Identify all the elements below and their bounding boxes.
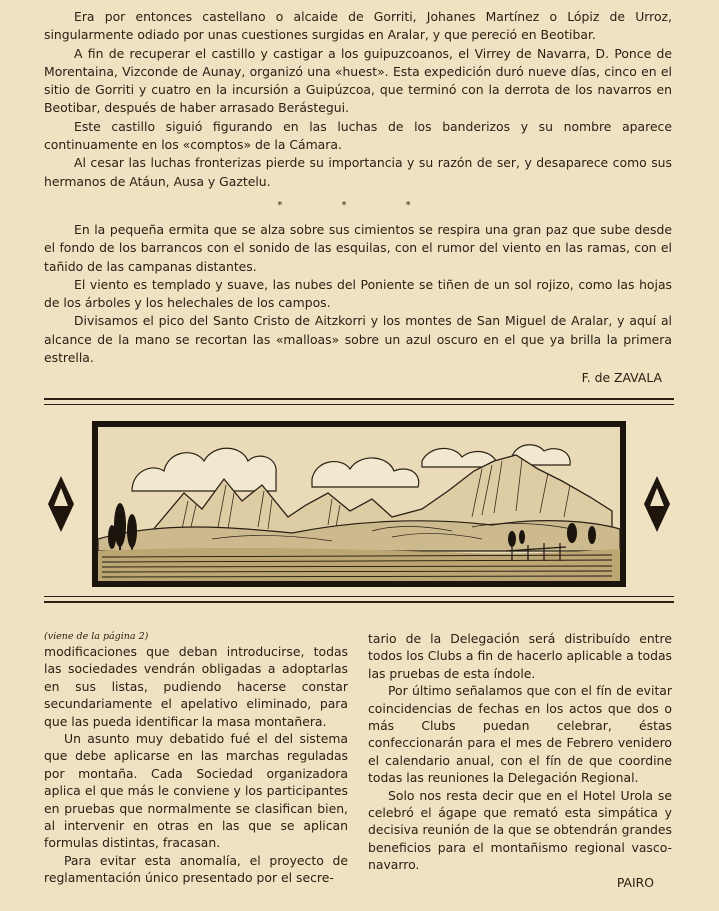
continuation-note: (viene de la página 2) — [44, 631, 149, 642]
right-column — [368, 630, 672, 891]
section-separator: * * * — [277, 199, 439, 211]
paragraph: Al cesar las luchas fronterizas pierde su importancia y su razón de ser, y desaparece como sus hermanos de Atáun, Ausa y Gaztelu. — [44, 155, 672, 189]
paragraph: Era por entonces castellano o alcaide de Gorriti, Johanes Martínez o Lópiz de Urroz, singularmente odiado por unas cuestiones surgidas en Aralar, y que pereció en Beotibar. — [44, 9, 672, 43]
paragraph: Este castillo siguió figurando en las luchas de los banderizos y su nombre aparece continuamente en los «comptos» de la Cámara. — [44, 118, 672, 153]
paragraph: Divisamos el pico del Santo Cristo de Aitzkorri y los montes de San Miguel de Aralar, y aquí al alcance de la mano se recortan las «malloas» sobre un azul oscuro en el que ya brilla la primera estrella. — [44, 313, 672, 366]
divider-rule — [44, 601, 674, 603]
paragraph: tario de la Delegación será distribuído entre todos los Clubs a fin de hacerlo aplicable a todas las pruebas de esta índole. — [368, 631, 672, 681]
landscape-engraving — [92, 421, 626, 587]
divider-rule-thin — [44, 596, 674, 597]
left-column — [44, 630, 348, 887]
paragraph: A fin de recuperar el castillo y castigar a los guipuzcoanos, el Virrey de Navarra, D. Ponce de Morentaina, Vizconde de Aunay, organizó una «huest». Esta expedición duró nueve días, cinco en el sitio de Gorriti y cuatro en la incursión a Guipúzcoa, que terminó con la derrota de los navarros en Beotibar, después de haber arrasado Berástegui. — [44, 45, 672, 116]
article-body — [44, 8, 672, 388]
divider-rule — [44, 398, 674, 400]
diamond-ornament-icon — [46, 474, 76, 534]
paragraph: En la pequeña ermita que se alza sobre sus cimientos se respira una gran paz que sube desde el fondo de los barrancos con el sonido de las esquilas, con el rumor del viento en las ramas, con el tañido de las campanas distantes. — [44, 221, 672, 274]
diamond-ornament-icon — [642, 474, 672, 534]
paragraph: Solo nos resta decir que en el Hotel Urola se celebró el ágape que remató esta simpática y decisiva reunión de la que se obtendrán grandes beneficios para el montañismo regional vasco-navarro. — [368, 787, 672, 873]
author-signature: F. de ZAVALA — [581, 370, 662, 386]
paragraph: Un asunto muy debatido fué el del sistema que debe aplicarse en las marchas reguladas por montaña. Cada Sociedad organizadora aplica el que más le conviene y los participantes en pruebas que normalmente se clasifican bien, al intervenir en otras en las que se aplican formulas distintas, fracasan. — [44, 731, 348, 851]
author-signature: PAIRO — [616, 874, 654, 890]
paragraph: Por último señalamos que con el fín de evitar coincidencias de fechas en los actos que dos o más Clubs puedan celebrar, éstas confeccionarán para el mes de Febrero venidero el calendario anual, con el fín de que coordine todas las reuniones la Delegación Regional. — [368, 683, 672, 786]
paragraph: modificaciones que deban introducirse, todas las sociedades vendrán obligadas a adoptarlas en sus listas, pudiendo hacerse constar secundariamente el apelativo eliminado, para que las pueda identificar la masa montañera. — [44, 644, 348, 729]
paragraph: El viento es templado y suave, las nubes del Poniente se tiñen de un sol rojizo, como las hojas de los árboles y los helechales de los campos. — [44, 276, 672, 311]
paragraph: Para evitar esta anomalía, el proyecto de reglamentación único presentado por el secre- — [44, 852, 348, 886]
divider-rule-thin — [44, 404, 674, 405]
